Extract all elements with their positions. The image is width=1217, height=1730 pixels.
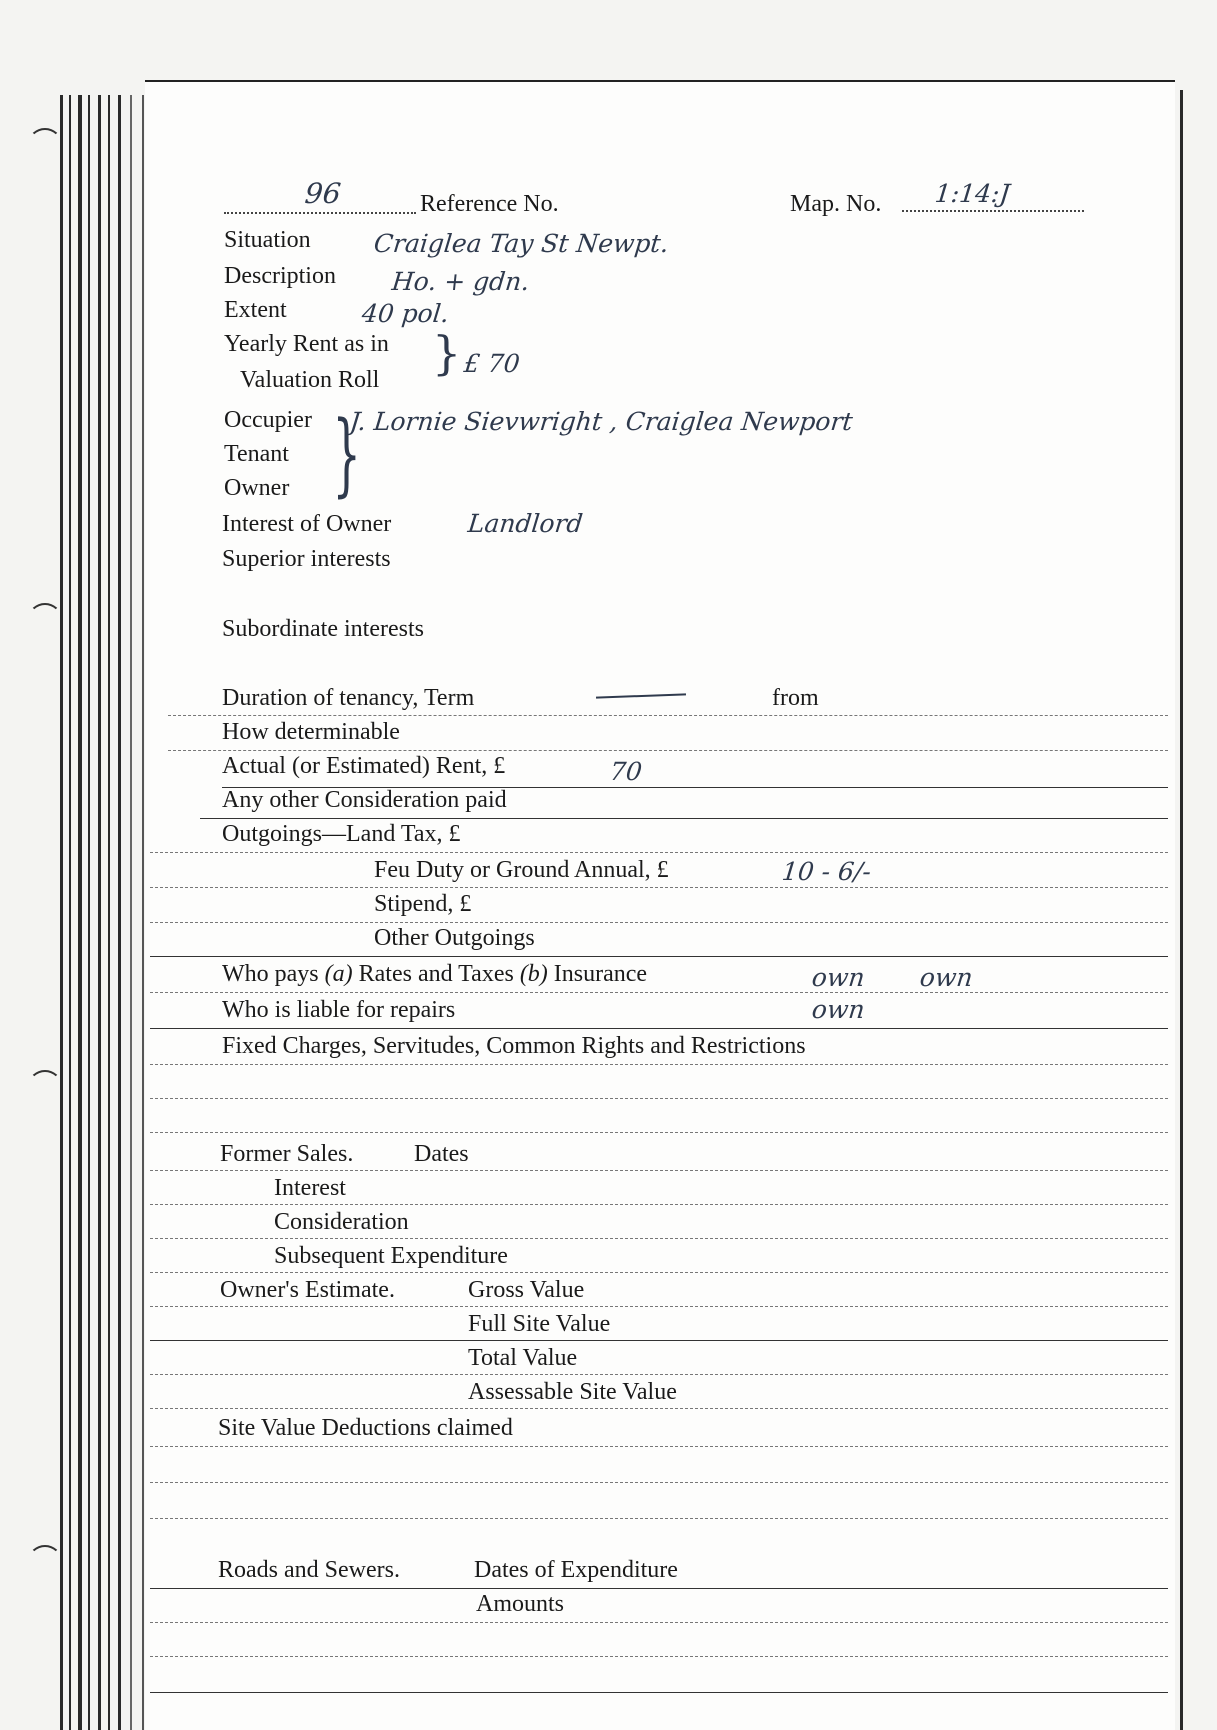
tenant-label: Tenant (224, 441, 289, 467)
stipend-label: Stipend, £ (374, 891, 472, 917)
former-sales-consideration-label: Consideration (274, 1209, 409, 1235)
outgoings-label: Outgoings—Land Tax, £ (222, 821, 461, 847)
actual-rent-label: Actual (or Estimated) Rent, £ (222, 753, 506, 779)
punch-hole-mark (28, 128, 62, 160)
map-number-label: Map. No. (790, 191, 882, 217)
situation-value: Craiglea Tay St Newpt. (372, 229, 671, 258)
map-number-value: 1:14:J (933, 179, 1012, 208)
repairs-label: Who is liable for repairs (222, 997, 456, 1023)
occupier-label: Occupier (224, 407, 312, 433)
description-label: Description (224, 263, 336, 289)
reference-number-value: 96 (303, 177, 343, 210)
gross-value-label: Gross Value (468, 1277, 585, 1303)
former-sales-label: Former Sales. (220, 1141, 354, 1167)
superior-interests-label: Superior interests (222, 546, 391, 572)
occupier-value: J. Lornie Sievwright , Craiglea Newport (348, 407, 855, 436)
owners-estimate-label: Owner's Estimate. (220, 1277, 395, 1303)
actual-rent-value: 70 (608, 757, 644, 786)
subordinate-interests-label: Subordinate interests (222, 616, 424, 642)
who-pays-label: Who pays (a) Rates and Taxes (b) Insurance (222, 961, 648, 987)
feu-duty-label: Feu Duty or Ground Annual, £ (374, 857, 669, 883)
description-value: Ho. + gdn. (390, 267, 531, 296)
punch-hole-mark (28, 1545, 62, 1577)
full-site-value-label: Full Site Value (468, 1311, 611, 1337)
insurance-payer-value: own (918, 963, 975, 992)
roads-and-sewers-label: Roads and Sewers. (218, 1557, 400, 1583)
dates-of-expenditure-label: Dates of Expenditure (474, 1557, 678, 1583)
valuation-roll-label: Valuation Roll (240, 367, 380, 393)
yearly-rent-value: £ 70 (462, 349, 522, 378)
interest-of-owner-value: Landlord (466, 509, 585, 538)
reference-number-label: Reference No. (420, 191, 559, 217)
former-sales-dates-label: Dates (414, 1141, 469, 1167)
site-value-deductions-label: Site Value Deductions claimed (218, 1415, 513, 1441)
fixed-charges-label: Fixed Charges, Servitudes, Common Rights and Restrictions (222, 1033, 806, 1059)
page-right-edge (1180, 90, 1183, 1730)
rent-brace: } (432, 326, 462, 380)
assessable-site-value-label: Assessable Site Value (468, 1379, 677, 1405)
repairs-value: own (810, 995, 867, 1024)
yearly-rent-label: Yearly Rent as in (224, 331, 389, 357)
punch-hole-mark (28, 603, 62, 635)
situation-label: Situation (224, 227, 311, 253)
amounts-label: Amounts (476, 1591, 565, 1617)
other-outgoings-label: Other Outgoings (374, 925, 535, 951)
total-value-label: Total Value (468, 1345, 578, 1371)
extent-value: 40 pol. (360, 299, 451, 328)
binder-page-stack (60, 95, 152, 1730)
duration-label: Duration of tenancy, Term (222, 685, 475, 711)
subsequent-expenditure-label: Subsequent Expenditure (274, 1243, 508, 1269)
interest-of-owner-label: Interest of Owner (222, 511, 392, 537)
punch-hole-mark (28, 1070, 62, 1102)
extent-label: Extent (224, 297, 287, 323)
former-sales-interest-label: Interest (274, 1175, 346, 1201)
feu-duty-value: 10 - 6/- (780, 857, 873, 886)
owner-label: Owner (224, 475, 290, 501)
occupier-brace: } (332, 402, 361, 507)
duration-from-label: from (772, 685, 819, 711)
how-determinable-label: How determinable (222, 719, 400, 745)
other-consideration-label: Any other Consideration paid (222, 787, 507, 813)
rates-payer-value: own (810, 963, 867, 992)
